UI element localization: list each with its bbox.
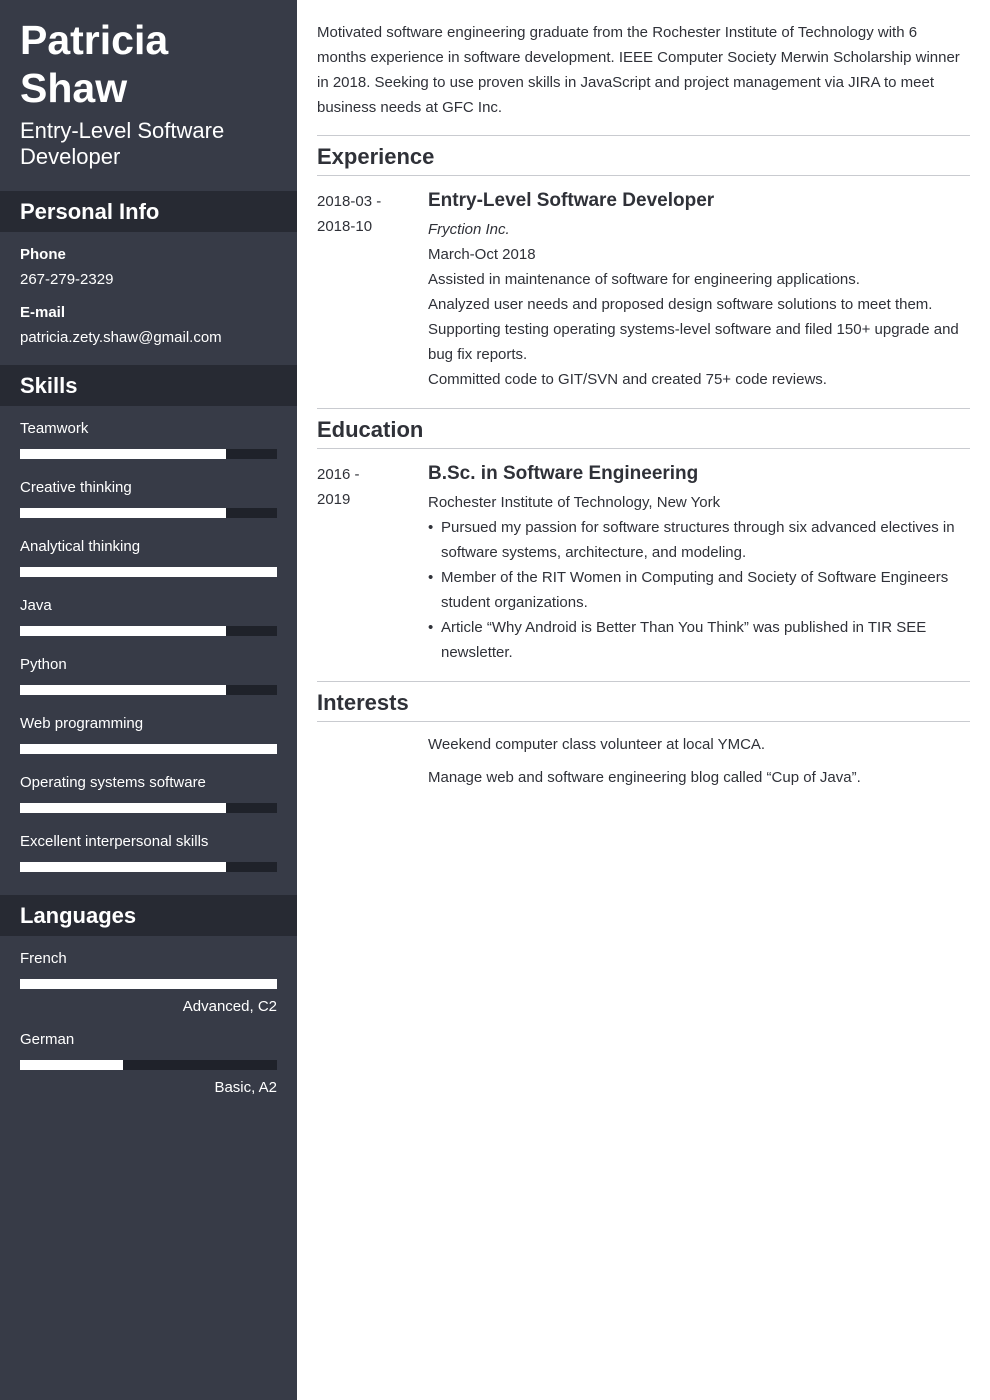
job-duty: Assisted in maintenance of software for engineering applications. <box>428 271 860 288</box>
skill-bar <box>20 508 277 518</box>
languages-heading: Languages <box>0 895 297 936</box>
skill-bar-fill <box>20 803 226 813</box>
skill-bar <box>20 803 277 813</box>
personal-info-heading: Personal Info <box>0 191 297 232</box>
skill-bar <box>20 449 277 459</box>
language-bar <box>20 1060 277 1070</box>
language-label: French <box>20 950 67 967</box>
job-period: March-Oct 2018 <box>428 246 536 263</box>
candidate-name: Patricia Shaw <box>20 17 169 111</box>
experience-dates <box>317 189 417 239</box>
experience-date-start: 2018-03 - <box>317 193 382 210</box>
divider <box>317 681 970 682</box>
skill-label: Creative thinking <box>20 479 132 496</box>
job-duty: Committed code to GIT/SVN and created 75+ code reviews. <box>428 371 827 388</box>
skill-bar-fill <box>20 626 226 636</box>
skill-bar <box>20 685 277 695</box>
education-heading: Education <box>317 417 424 442</box>
interests-heading: Interests <box>317 690 409 715</box>
school-name: Rochester Institute of Technology, New York <box>428 494 721 511</box>
divider <box>317 135 970 136</box>
language-bar <box>20 979 277 989</box>
sidebar <box>0 0 297 1400</box>
education-bullet: • Article “Why Android is Better Than You Think” was published in TIR SEE newsletter. <box>428 615 970 665</box>
experience-entry <box>428 188 970 392</box>
skill-label: Analytical thinking <box>20 538 141 555</box>
language-level: Basic, A2 <box>214 1079 277 1096</box>
skill-label: Operating systems software <box>20 774 206 791</box>
divider <box>317 448 970 449</box>
email-value: patricia.zety.shaw@gmail.com <box>20 329 222 346</box>
email-label: E-mail <box>20 304 66 321</box>
skill-bar-fill <box>20 449 226 459</box>
education-bullet: • Member of the RIT Women in Computing and Society of Software Engineers student organizations. <box>428 565 970 615</box>
divider <box>317 721 970 722</box>
skill-bar-fill <box>20 567 277 577</box>
education-entry <box>428 461 970 665</box>
interest-item: Manage web and software engineering blog called “Cup of Java”. <box>428 769 861 786</box>
language-label: German <box>20 1031 75 1048</box>
education-date-end: 2019 <box>317 491 351 508</box>
skill-bar <box>20 744 277 754</box>
degree-title: B.Sc. in Software Engineering <box>428 463 699 484</box>
summary: Motivated software engineering graduate from the Rochester Institute of Technology with 6 months experience in software development. IEEE Computer Society Merwin Scholarship winner in 2018. Seeking to use proven skills in JavaScript and project management via JIRA to meet business needs at GFC Inc. <box>317 24 960 116</box>
divider <box>317 408 970 409</box>
phone-value: 267-279-2329 <box>20 271 114 288</box>
skill-bar-fill <box>20 508 226 518</box>
education-bullets <box>428 515 970 665</box>
language-bar-fill <box>20 1060 123 1070</box>
skill-label: Java <box>20 597 52 614</box>
skill-bar-fill <box>20 862 226 872</box>
education-bullet: • Pursued my passion for software structures through six advanced electives in software systems, architecture, and modeling. <box>428 515 970 565</box>
company-name: Fryction Inc. <box>428 221 510 238</box>
language-level: Advanced, C2 <box>182 998 277 1015</box>
skill-bar <box>20 626 277 636</box>
skill-label: Python <box>20 656 67 673</box>
skill-label: Web programming <box>20 715 144 732</box>
skill-label: Teamwork <box>20 420 89 437</box>
skills-heading: Skills <box>0 365 297 406</box>
language-bar-fill <box>20 979 277 989</box>
interest-item: Weekend computer class volunteer at local YMCA. <box>428 736 766 753</box>
skill-label: Excellent interpersonal skills <box>20 833 209 850</box>
skill-bar-fill <box>20 744 277 754</box>
skill-bar-fill <box>20 685 226 695</box>
skill-bar <box>20 862 277 872</box>
education-date-start: 2016 - <box>317 466 360 483</box>
phone-label: Phone <box>20 246 66 263</box>
experience-date-end: 2018-10 <box>317 218 373 235</box>
skill-bar <box>20 567 277 577</box>
job-duty: Supporting testing operating systems-level software and filed 150+ upgrade and bug fix reports. <box>428 321 959 363</box>
experience-heading: Experience <box>317 144 435 169</box>
job-title: Entry-Level Software Developer <box>428 190 715 211</box>
education-dates <box>317 462 417 512</box>
job-duty: Analyzed user needs and proposed design software solutions to meet them. <box>428 296 933 313</box>
candidate-role: Entry-Level Software Developer <box>20 118 225 169</box>
main-content <box>317 0 970 1400</box>
divider <box>317 175 970 176</box>
interests-list <box>428 732 970 798</box>
